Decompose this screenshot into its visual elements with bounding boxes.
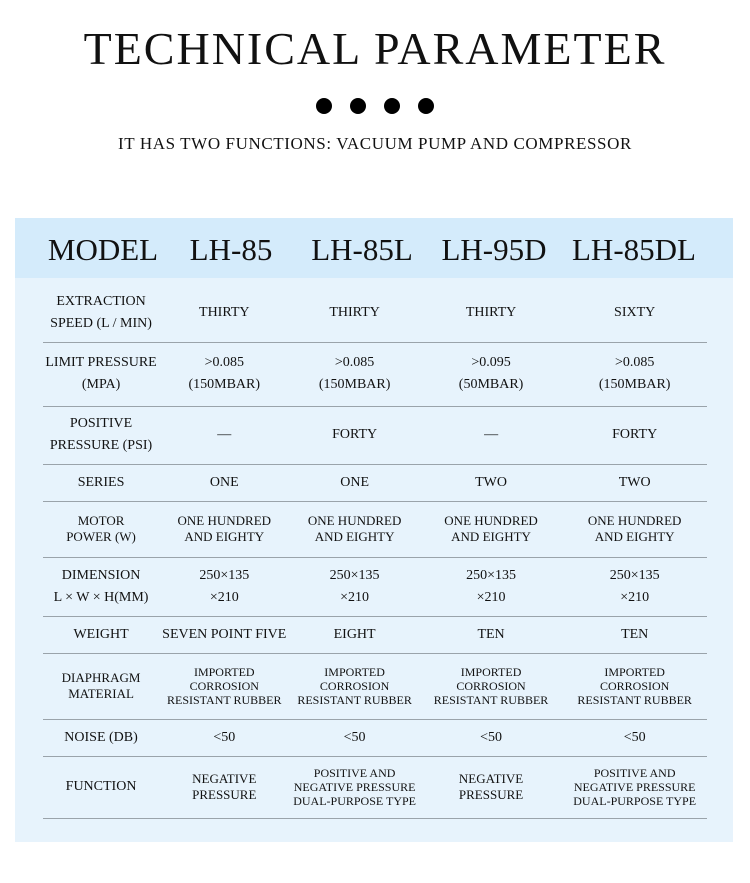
cell-value: ONE [289,464,419,501]
parameter-panel [15,218,733,842]
cell-value: <50 [289,719,419,756]
cell-value: 250×135 ×210 [562,557,707,616]
table-row [43,557,707,616]
cell-value: <50 [562,719,707,756]
dot-icon [384,98,400,114]
cell-value: — [159,406,289,464]
cell-value: IMPORTED CORROSION RESISTANT RUBBER [420,653,563,719]
table-row [43,719,707,756]
model-name: LH-95D [441,232,547,267]
cell-value: IMPORTED CORROSION RESISTANT RUBBER [289,653,419,719]
row-label: LIMIT PRESSURE (MPA) [43,342,159,406]
cell-value: TEN [562,616,707,653]
table-row [43,653,707,719]
dot-icon [316,98,332,114]
cell-value: SEVEN POINT FIVE [159,616,289,653]
cell-value: NEGATIVE PRESSURE [159,756,289,818]
cell-value: TWO [562,464,707,501]
cell-value: FORTY [562,406,707,464]
cell-value: IMPORTED CORROSION RESISTANT RUBBER [159,653,289,719]
cell-value: — [420,406,563,464]
cell-value: ONE HUNDRED AND EIGHTY [289,501,419,557]
cell-value: >0.085 (150MBAR) [159,342,289,406]
model-header-band [15,218,733,278]
table-row [43,464,707,501]
dot-icon [350,98,366,114]
row-label: WEIGHT [43,616,159,653]
model-label: MODEL [47,232,159,267]
dots-divider [0,98,750,119]
row-label: NOISE (DB) [43,719,159,756]
page-subtitle: IT HAS TWO FUNCTIONS: VACUUM PUMP AND COMPRESSOR [118,134,632,153]
cell-value: FORTY [289,406,419,464]
row-label: FUNCTION [43,756,159,818]
table-row [43,406,707,464]
row-label: DIAPHRAGM MATERIAL [43,653,159,719]
table-row [43,284,707,342]
cell-value: >0.085 (150MBAR) [289,342,419,406]
row-label: SERIES [43,464,159,501]
model-name: LH-85DL [572,232,696,267]
table-row [43,616,707,653]
cell-value: THIRTY [159,284,289,342]
cell-value: POSITIVE AND NEGATIVE PRESSURE DUAL-PURPOSE TYPE [289,756,419,818]
cell-value: ONE HUNDRED AND EIGHTY [420,501,563,557]
cell-value: SIXTY [562,284,707,342]
table-row [43,342,707,406]
row-label: POSITIVE PRESSURE (PSI) [43,406,159,464]
parameter-table [43,284,707,819]
cell-value: THIRTY [289,284,419,342]
cell-value: ONE HUNDRED AND EIGHTY [159,501,289,557]
cell-value: TWO [420,464,563,501]
cell-value: POSITIVE AND NEGATIVE PRESSURE DUAL-PURPOSE TYPE [562,756,707,818]
cell-value: IMPORTED CORROSION RESISTANT RUBBER [562,653,707,719]
cell-value: ONE [159,464,289,501]
cell-value: EIGHT [289,616,419,653]
model-name: LH-85 [189,232,273,267]
row-label: EXTRACTION SPEED (L / MIN) [43,284,159,342]
model-name: LH-85L [311,232,413,267]
row-label: DIMENSION L × W × H(MM) [43,557,159,616]
cell-value: ONE HUNDRED AND EIGHTY [562,501,707,557]
cell-value: 250×135 ×210 [420,557,563,616]
cell-value: TEN [420,616,563,653]
cell-value: NEGATIVE PRESSURE [420,756,563,818]
cell-value: >0.085 (150MBAR) [562,342,707,406]
cell-value: 250×135 ×210 [289,557,419,616]
cell-value: THIRTY [420,284,563,342]
cell-value: >0.095 (50MBAR) [420,342,563,406]
row-label: MOTOR POWER (W) [43,501,159,557]
table-row [43,501,707,557]
cell-value: <50 [159,719,289,756]
cell-value: <50 [420,719,563,756]
page-title: TECHNICAL PARAMETER [83,23,667,74]
table-row [43,756,707,818]
cell-value: 250×135 ×210 [159,557,289,616]
dot-icon [418,98,434,114]
